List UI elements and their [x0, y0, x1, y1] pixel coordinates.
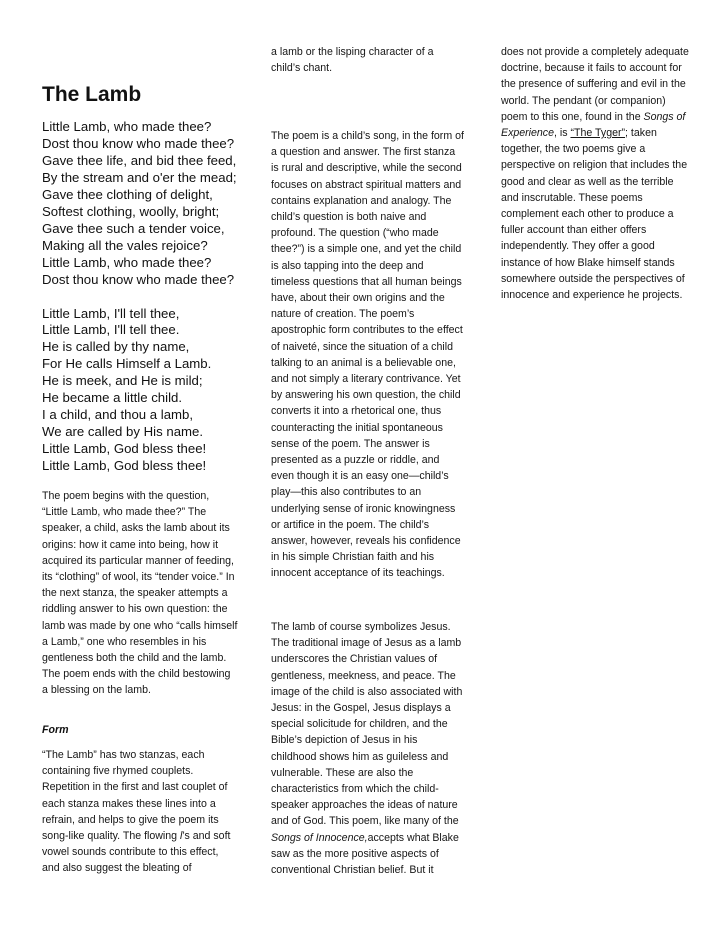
poem-line: Dost thou know who made thee?: [42, 135, 235, 151]
poem-line: Gave thee clothing of delight,: [42, 186, 213, 202]
right-text-middle: , is: [554, 127, 571, 140]
poem-line: He is called by thy name,: [42, 339, 190, 355]
poem-line: For He calls Himself a Lamb.: [42, 356, 212, 372]
summary-paragraph: The poem begins with the question, “Little Lamb, who made thee?” The speaker, a child, asks the lamb about its origins: how it came into being, how it acquired its particular manner of feeding, its “clothing” of wool, its “tender voice.” In the next stanza, the speaker attempts a riddling answer to his own question: the lamb was made by one who “calls himself a Lamb,” one who resembles in his gentleness both the child and the lamb. The poem ends with the child bestowing a blessing on the lamb.: [42, 490, 238, 697]
form-heading: Form: [42, 724, 69, 736]
poem-line: He is meek, and He is mild;: [42, 373, 203, 389]
middle-paragraph-2: [271, 619, 465, 878]
poem-line: Little Lamb, I'll tell thee,: [42, 305, 180, 321]
poem-line: He became a little child.: [42, 390, 183, 406]
middle-continued-text: a lamb or the lisping character of a child’s chant.: [271, 46, 434, 75]
right-text-end: ; taken together, the two poems give a perspective on religion that includes the good and clear as well as the terrible and inscrutable. These poems complement each other to produce a fuller account than either offers independently. They offer a good instance of how Blake himself stands somewhere outside the perspectives of innocence and experience he projects.: [501, 127, 688, 302]
poem-line: Softest clothing, woolly, bright;: [42, 203, 220, 219]
poem-line: Making all the vales rejoice?: [42, 237, 208, 253]
right-paragraph: [501, 44, 691, 303]
songs-of-experience-title: Songs of Experience: [501, 110, 686, 140]
right-text-start: does not provide a completely adequate doctrine, because it fails to account for the presence of suffering and evil in the world. The pendant (or companion) poem to this one, found in the: [501, 46, 689, 123]
poem-line: I a child, and thou a lamb,: [42, 407, 194, 423]
stanza-2: [42, 306, 242, 476]
middle-paragraph-1: The poem is a child’s song, in the form of a question and answer. The first stanza is rural and descriptive, while the second focuses on abstract spiritual matters and contains explanation and analogy. The child’s question is both naive and profound. The question (“who made thee?”) is a simple one, and yet the child is also tapping into the deep and timeless questions that all human beings have, about their own origins and the nature of creation. The poem’s apostrophic form contributes to the effect of naiveté, since the situation of a child talking to an animal is a believable one, and not simply a literary contrivance. Yet by answering his own question, the child converts it into a rhetorical one, thus counteracting the initial spontaneous sense of the poem. The answer is presented as a puzzle or riddle, and even though it is an easy one—child’s play—this also contributes to an underlying sense of ironic knowingness or artifice in the poem. The child’s answer, however, reveals his confidence in his simple Christian faith and his innocent acceptance of its teachings.: [271, 130, 464, 580]
poem-line: Little Lamb, God bless thee!: [42, 441, 207, 457]
middle-paragraph-2-end: accepts what Blake saw as the more positive aspects of conventional Christian belief. But it: [271, 831, 459, 877]
poem-line: We are called by His name.: [42, 424, 204, 440]
songs-of-innocence-title: Songs of Innocence,: [271, 831, 368, 844]
middle-paragraph-2-start: The lamb of course symbolizes Jesus. The traditional image of Jesus as a lamb underscores the Christian values of gentleness, meekness, and peace. The image of the child is also associated with Jesus: in the Gospel, Jesus displays a special solicitude for children, and the Bible’s depiction of Jesus in his childhood shows him as guileless and vulnerable. These are also the characteristics from which the child-speaker approaches the ideas of nature and of God. This poem, like many of the: [271, 621, 463, 828]
poem-line: Little Lamb, I'll tell thee.: [42, 322, 180, 338]
form-text-start: “The Lamb” has two stanzas, each containing five rhymed couplets. Repetition in the first and last couplet of each stanza makes these lines into a refrain, and helps to give the poem its song-like quality. The flowing: [42, 749, 228, 843]
stanza-1: [42, 119, 242, 289]
poem-line: Little Lamb, who made thee?: [42, 119, 212, 134]
poem-line: Dost thou know who made thee?: [42, 271, 235, 287]
stanza-gap: [42, 289, 242, 306]
poem-line: Gave thee life, and bid thee feed,: [42, 152, 237, 168]
form-paragraph: [42, 747, 238, 877]
poem-line: Little Lamb, God bless thee!: [42, 458, 207, 474]
page-title: The Lamb: [42, 83, 142, 106]
form-text-italic: l: [180, 830, 183, 843]
form-text-end: ’s and soft vowel sounds contribute to this effect, and also suggest the bleating of: [42, 830, 231, 875]
poem-line: By the stream and o'er the mead;: [42, 169, 237, 185]
poem-text: [42, 119, 242, 475]
the-tyger-link[interactable]: “The Tyger”: [570, 127, 626, 140]
poem-line: Gave thee such a tender voice,: [42, 220, 225, 236]
poem-line: Little Lamb, who made thee?: [42, 254, 212, 270]
